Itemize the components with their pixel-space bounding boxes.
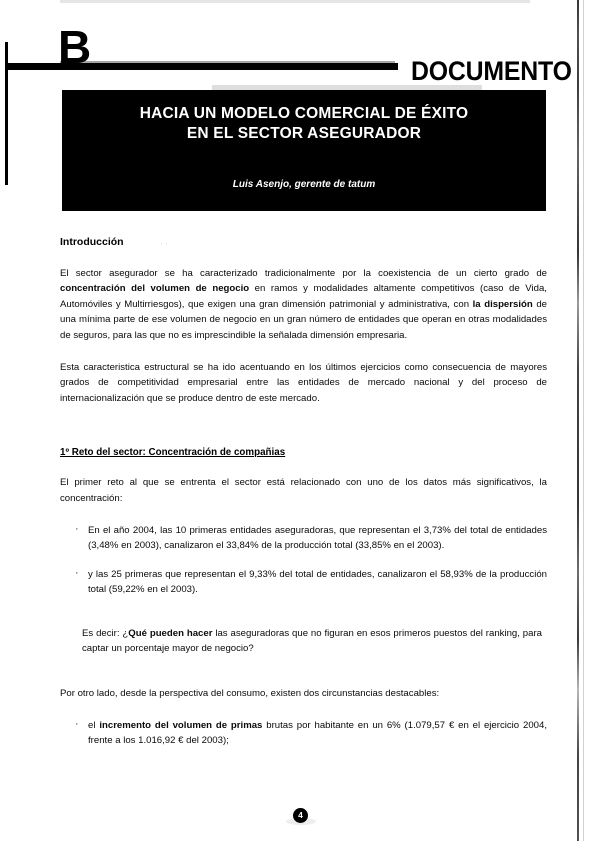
paragraph-1-bold-2: la dispersión (472, 298, 533, 310)
scan-artifact-right-edge (577, 0, 579, 841)
paragraph-1-part-3: de una mínima parte de ese volumen de negocio en un gran número de entidades que operan en otras modalidades de seguros, para las que no es imprescindible la señalada dimensión empresaria. (60, 298, 547, 341)
document-title-line-1: HACIA UN MODELO COMERCIAL DE ÉXITO (139, 105, 469, 122)
scan-artifact-ghost-marks: ·· (160, 238, 170, 248)
section-heading-wrapper (60, 423, 547, 475)
scan-artifact-top (60, 0, 530, 3)
paragraph-1-part-1: El sector asegurador se ha caracterizado tradicionalmente por la coexistencia de un cierto grado de (60, 268, 547, 279)
document-title-line-2: EN EL SECTOR ASEGURADOR (186, 125, 422, 142)
section-heading-1: 1º Reto del sector: Concentración de compañias (60, 447, 286, 459)
masthead-letter: B (58, 21, 91, 73)
bullet-list-1 (60, 523, 547, 598)
bullet-2-part-2: brutas por habitante en un 6% (1.079,57 € en el ejercicio 2004, frente a los 1.016,92 € del 2003); (88, 719, 547, 747)
paragraph-4-part-1: Es decir: ¿ (82, 627, 129, 639)
paragraph-4 (82, 626, 542, 657)
heading-introduccion-label: Introducción (60, 236, 124, 248)
paragraph-4-part-2: las aseguradoras que no figuran en esos primeros puestos del ranking, para captar un porcentaje mayor de negocio? (82, 627, 543, 655)
bullet-2-bold-1: incremento del volumen de primas (99, 719, 263, 731)
list-item: · En el año 2004, las 10 primeras entidades aseguradoras, que representan el 3,73% del total de entidades (3,48% en 2003), canalizaron el 33,84% de la producción total (33,85% en el 2003). (60, 523, 547, 554)
masthead (0, 21, 600, 86)
paragraph-3: El primer reto al que se entrenta el sector está relacionado con uno de los datos más significativos, la concentración: (60, 477, 547, 504)
page-number: 4 (293, 808, 308, 823)
paragraph-1 (60, 266, 547, 343)
bullet-list-2 (60, 718, 547, 749)
paragraph-1-bold-1: concentración del volumen de negocio (60, 283, 250, 295)
document-author: Luis Asenjo, gerente de tatum (232, 179, 376, 190)
bullet-2-part-1: el (88, 719, 100, 731)
scan-artifact-title-smudge (212, 85, 482, 91)
paragraph-1-part-2: en ramos y modalidades altamente competitivos (caso de Vida, Automóviles y Multirriesgos), que exigen una gran dimensión patrimonial y administrativa, con (60, 283, 547, 310)
paragraph-5: Por otro lado, desde la perspectiva del consumo, existen dos circunstancias destacables: (60, 687, 440, 699)
masthead-section-title: DOCUMENTO (411, 56, 572, 86)
heading-introduccion (60, 236, 547, 249)
masthead-rule-highlight (60, 61, 395, 63)
list-item: · y las 25 primeras que representan el 9,33% del total de entidades, canalizaron el 58,93% de la producción total (59,22% en el 2003). (60, 567, 547, 598)
document-body (60, 236, 547, 762)
paragraph-2: Esta caracteristica estructural se ha ido acentuando en los últimos ejercicios como consecuencia de mayores grados de competitividad empresarial entre las entidades de mercado nacional y del proceso de internacionalización que se produce dentro de este mercado. (60, 362, 547, 404)
paragraph-4-bold-1: Qué pueden hacer (128, 627, 213, 639)
scan-artifact-right-edge-secondary (583, 0, 584, 841)
list-item (60, 718, 547, 749)
document-title-block (62, 90, 546, 211)
document-title (62, 104, 546, 144)
